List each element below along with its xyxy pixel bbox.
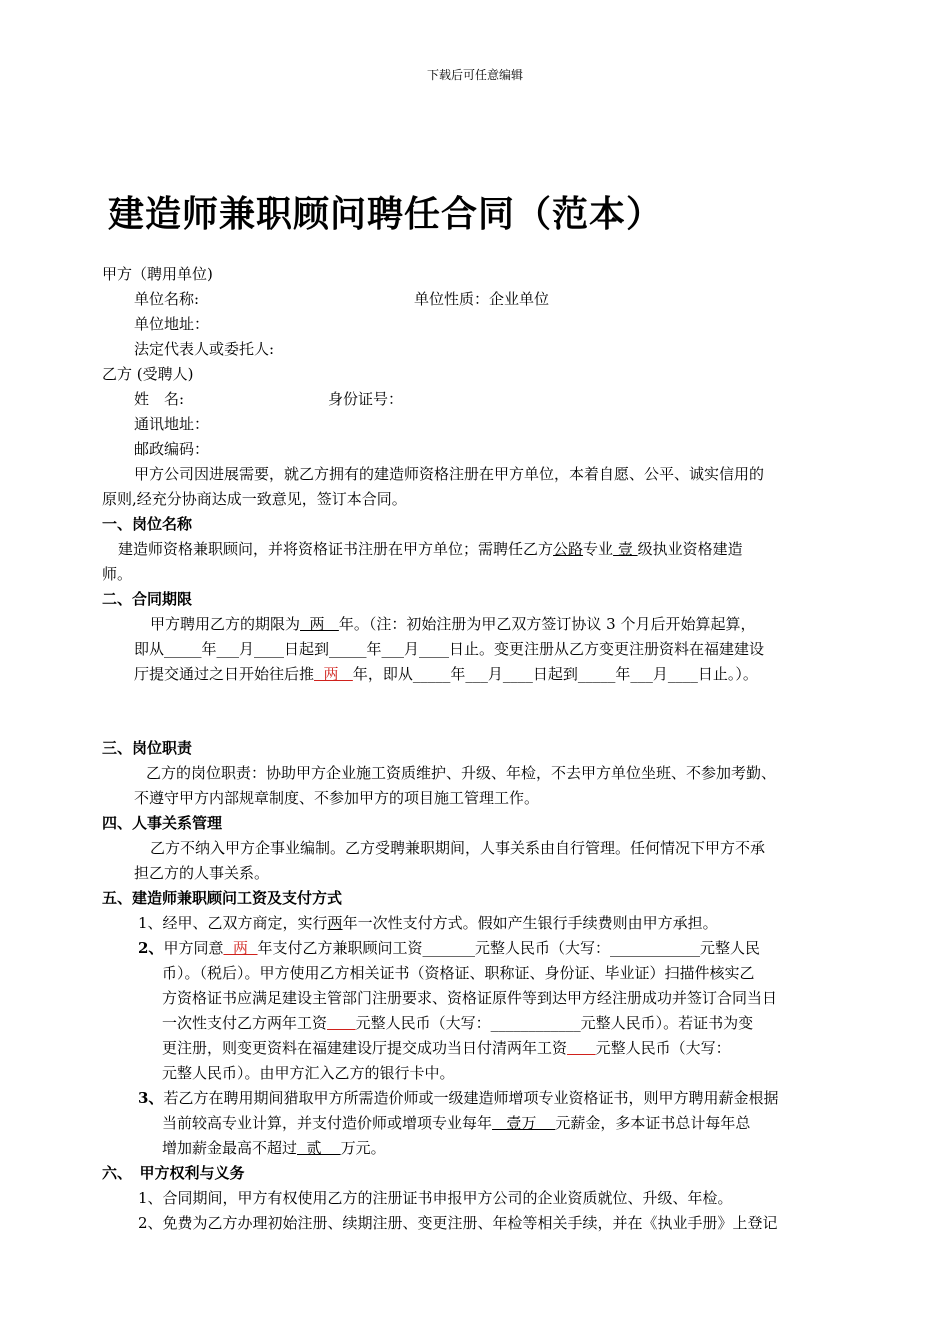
section-5-item-2-line-2: 币）。（税后）。甲方使用乙方相关证书（资格证、职称证、身份证、毕业证）扫描件核实乙: [162, 964, 755, 982]
section-5-item-2-line-3: 方资格证书应满足建设主管部门注册要求、资格证原件等到达甲方经注册成功并签订合同当日: [162, 989, 778, 1007]
section-1-line-2: 师。: [102, 565, 133, 583]
intro-line-2: 原则,经充分协商达成一致意见，签订本合同。: [102, 490, 407, 508]
party-a-legal-rep: 法定代表人或委托人:: [134, 340, 275, 358]
section-5-item-1: 1、经甲、乙双方商定，实行两年一次性支付方式。假如产生银行手续费则由甲方承担。: [138, 914, 718, 932]
party-a-unit-address: 单位地址：: [134, 315, 210, 333]
section-6-item-1: 1、合同期间，甲方有权使用乙方的注册证书申报甲方公司的企业资质就位、升级、年检。: [138, 1189, 733, 1207]
party-a-unit-name: 单位名称:: [134, 290, 200, 308]
party-b-address: 通讯地址：: [134, 415, 210, 433]
party-b-name: 姓 名:: [134, 390, 185, 408]
section-3-title: 三、岗位职责: [102, 739, 193, 757]
section-5-title: 五、建造师兼职顾问工资及支付方式: [102, 889, 343, 907]
party-b-heading: 乙方 (受聘人): [102, 365, 194, 383]
section-5-item-2-line-5: 更注册，则变更资料在福建建设厅提交成功当日付清两年工资 元整人民币（大写：: [162, 1039, 731, 1057]
section-6-item-2: 2、免费为乙方办理初始注册、续期注册、变更注册、年检等相关手续，并在《执业手册》上登记: [138, 1214, 778, 1232]
section-2-line-1: 甲方聘用乙方的期限为 两 年。（注：初始注册为甲乙双方签订协议 3 个月后开始算起算，: [150, 615, 756, 633]
section-4-title: 四、人事关系管理: [102, 814, 223, 832]
section-1-line-1: 建造师资格兼职顾问，并将资格证书注册在甲方单位；需聘任乙方公路专业 壹 级执业资格建造: [118, 540, 743, 558]
section-5-item-3-line-2: 当前较高专业计算，并支付造价师或增项专业每年 壹万 元薪金，多本证书总计每年总: [162, 1114, 751, 1132]
intro-line-1: 甲方公司因进展需要，就乙方拥有的建造师资格注册在甲方单位，本着自愿、公平、诚实信用的: [134, 465, 765, 483]
section-6-title: 六、 甲方权利与义务: [102, 1164, 245, 1182]
page-header: 下载后可任意编辑: [426, 68, 523, 82]
section-4-line-1: 乙方不纳入甲方企事业编制。乙方受聘兼职期间，人事关系由自行管理。任何情况下甲方不承: [150, 839, 766, 857]
section-5-item-3-line-1: 3、若乙方在聘用期间猎取甲方所需造价师或一级建造师增项专业资格证书，则甲方聘用薪金根据: [138, 1089, 779, 1107]
section-3-line-2: 不遵守甲方内部规章制度、不参加甲方的项目施工管理工作。: [134, 789, 540, 807]
party-b-postcode: 邮政编码：: [134, 440, 210, 458]
section-1-title: 一、岗位名称: [102, 515, 193, 533]
party-a-heading: 甲方（聘用单位): [102, 265, 213, 283]
section-5-item-3-line-3: 增加薪金最高不超过 贰 万元。: [162, 1139, 386, 1157]
section-5-item-2-line-4: 一次性支付乙方两年工资 元整人民币（大写：____________元整人民币）。若证书为变: [162, 1014, 754, 1032]
section-2-title: 二、合同期限: [102, 590, 193, 608]
document-title: 建造师兼职顾问聘任合同（范本）: [108, 193, 664, 235]
section-2-line-3: 厅提交通过之日开始往后推 两 年，即从_____年___月____日起到_____年___月____日止。）。: [134, 665, 758, 683]
section-5-item-2-line-1: 2、甲方同意 两 年支付乙方兼职顾问工资_______元整人民币（大写：____________元整人民: [138, 939, 761, 957]
section-2-line-2: 即从_____年___月____日起到_____年___月____日止。变更注册从乙方变更注册资料在福建建设: [134, 640, 765, 658]
section-4-line-2: 担乙方的人事关系。: [134, 864, 270, 882]
party-a-unit-nature: 单位性质：企业单位: [414, 290, 550, 308]
party-b-id-no: 身份证号：: [328, 390, 404, 408]
section-3-line-1: 乙方的岗位职责：协助甲方企业施工资质维护、升级、年检，不去甲方单位坐班、不参加考勤、: [146, 764, 777, 782]
section-5-item-2-line-6: 元整人民币）。由甲方汇入乙方的银行卡中。: [162, 1064, 455, 1082]
